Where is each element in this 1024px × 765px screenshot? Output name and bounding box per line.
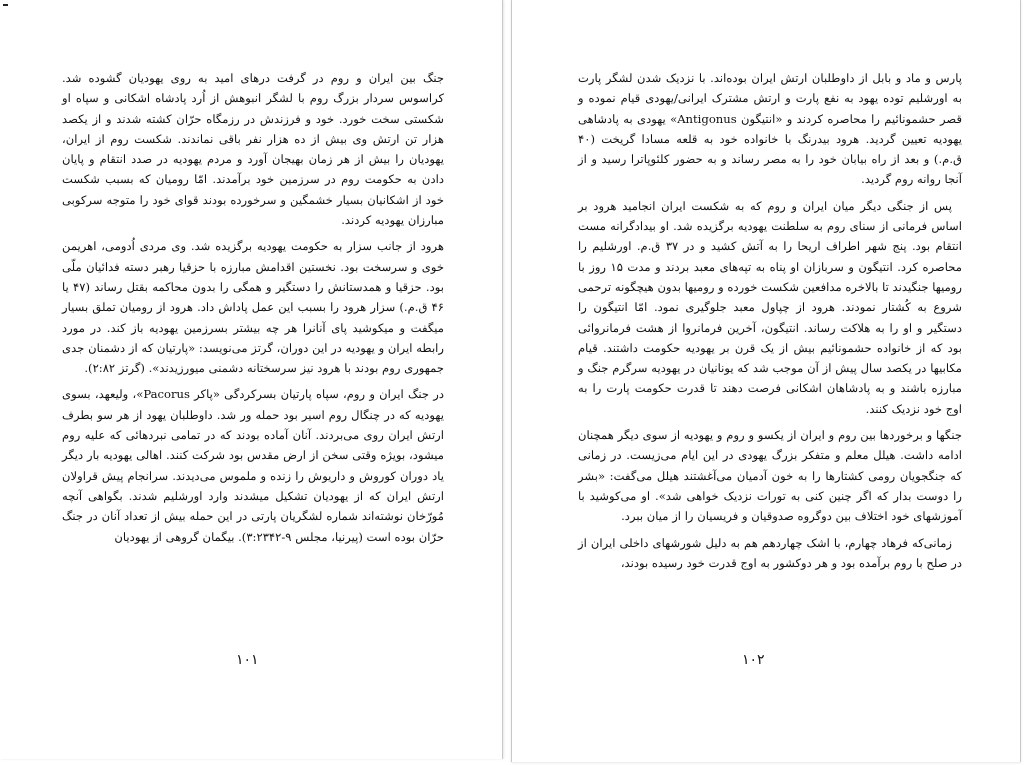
paragraph: پارس و ماد و بابل از داوطلبان ارتش ایران بوده‌اند. با نزدیک شدن لشگر پارت به اورشلیم توده یهود به نفع پارت و ارتش مشترک ایرانی/یهودی قیام نموده و قصر حشمونائیم را محاصره کردند و «انتیگون Antigonus» یهودی به پادشاهی یهودیه تعیین گردید. هرود بیدرنگ با خانواده خود به قلعه مسادا گریخت (۴۰ ق.م.) و بعد از راه بیابان خود را به مصر رساند و به حضور کلئوپاترا رسید و از آنجا روانه روم گردید. <box>578 71 962 187</box>
paragraph: در جنگ ایران و روم، سپاه پارتیان بسرکردگی «پاکر Pacorus»، ولیعهد، بسوی یهودیه که در چنگال روم اسیر بود حمله ور شد. داوطلبان یهود از هر سو بطرف ارتش ایران روی می‌بردند. آنان آماده بودند که در تمامی نبردهائی که علیه روم میشود، بویژه وقتی سخن از ارض مقدس بود شرکت کنند. اهالی یهودیه بار دیگر یاد دوران کوروش و داریوش را زنده و ملموس می‌دیدند. سرانجام پیش قراولان ارتش ایران که از یهودیان تشکیل میشدند وارد اورشلیم شدند. بگواهی آنچه مُورّخان نوشته‌اند شماره لشگریان پارتی در این حمله بیش از تعداد آنان در جنگ حرّان بوده است (پیرنیا، مجلس ۹-۳:۲۳۴۲). بیگمان گروهی از یهودیان <box>62 387 444 544</box>
page-number: ۱۰۲ <box>742 652 765 668</box>
left-page <box>0 0 503 759</box>
paragraph: جنگها و برخوردها بین روم و ایران از یکسو و روم و یهودیه از سوی دیگر همچنان ادامه داشت. هیلل معلم و متفکر بزرگ یهودی در این ایام می‌زیست. در زمانی که جنگجویان رومی کشتارها را به خون آدمیان می‌آغشتند هیلل می‌گفت: «بشر را دوست بدار که اگر چنین کنی به تورات نزدیک خواهی شد». او می‌کوشید با آموزشهای خود اختلاف بین دوگروه صدوقیان و فریسیان را از میان ببرد. <box>578 428 962 524</box>
paragraph: زمانی‌که فرهاد چهارم، با اشک چهاردهم هم به دلیل شورشهای داخلی ایران از در صلح با روم برآمده بود و هر دوکشور به اوج قدرت خود رسیده بودند، <box>578 535 962 570</box>
paragraph: جنگ بین ایران و روم در گرفت درهای امید به روی یهودیان گشوده شد. کراسوس سردار بزرگ روم با لشگر انبوهش از اُرد پادشاه اشکانی و سپاه او شکستی سخت خورد. خود و فرزندش در رزمگاه حرّان کشته شدند و از یکصد هزار تن ارتش وی بیش از ده هزار نفر باقی نماندند. شکست روم از ایران، یهودیان را بیش از هر زمان بهیجان آورد و مردم یهودیه در صدد انتقام و پایان دادن به حکومت روم در سرزمین خود برآمدند. امّا رومیان که بسبب شکست خود از اشکانیان بسیار خشمگین و سرخورده بودند قوای خود را متوجه سرکوبی مبارزان یهودیه کردند. <box>62 71 444 228</box>
paragraph: هرود از جانب سزار به حکومت یهودیه برگزیده شد. وی مردی اُدومی، اهریمن خوی و سرسخت بود. نخستین اقدامش مبارزه با حزقیا رهبر دسته فدائیان ملّی بود. حزقیا و همدستانش را دستگیر و همگی را بدون محاکمه بقتل رساند (۴۷ یا ۴۶ ق.م.) سزار هرود را بسبب این عمل پاداش داد. هرود از رومیان تملق بسیار میگفت و میکوشید پای آنانرا هر چه بیشتر بسرزمین یهودیه باز کند. در مورد رابطه ایران و یهودیه در این دوران، گرتز می‌نویسد: «پارتیان که از دشمنان جدی جمهوری روم بودند با هرود نیز سرسختانه دشمنی میورزیدند». (گرتز ۲:۸۲). <box>62 239 444 376</box>
paragraph: پس از جنگی دیگر میان ایران و روم که به شکست ایران انجامید هرود بر اساس فرمانی از سنای روم به سلطنت یهودیه برگزیده شد. او بیدادگرانه مست انتقام بود. پنج شهر اطراف اریحا را به آتش کشید و در ۳۷ ق.م. اورشلیم را محاصره کرد. انتیگون و سربازان او پناه به تپه‌های معبد بردند و مدت ۱۵ روز با رومیها جنگیدند تا بالاخره مدافعین شکست خورده و رومیها بدون هیچگونه ترحمی شروع به کُشتار نمودند. هرود از چپاول معبد جلوگیری نمود. امّا انتیگون را دستگیر و او را به هلاکت رساند. انتیگون، آخرین فرمانروا از هشت فرمانروائی بود که از خانواده حشمونائیم بیش از یک قرن بر یهودیه حکومت داشتند. قیام مکابیها در یکصد سال پیش از آن موجب شد که یونانیان در یهودیه سرگرم جنگ و مبارزه باشند و به پادشاهان اشکانی فرصت دهند تا قدرت حکومت پارت را به اوج خود نزدیک کنند. <box>578 198 963 416</box>
corner-mark <box>3 4 8 6</box>
right-page-text <box>578 68 962 579</box>
left-page-text <box>62 68 444 553</box>
right-page <box>511 0 1021 762</box>
page-number: ۱۰۱ <box>236 652 259 668</box>
